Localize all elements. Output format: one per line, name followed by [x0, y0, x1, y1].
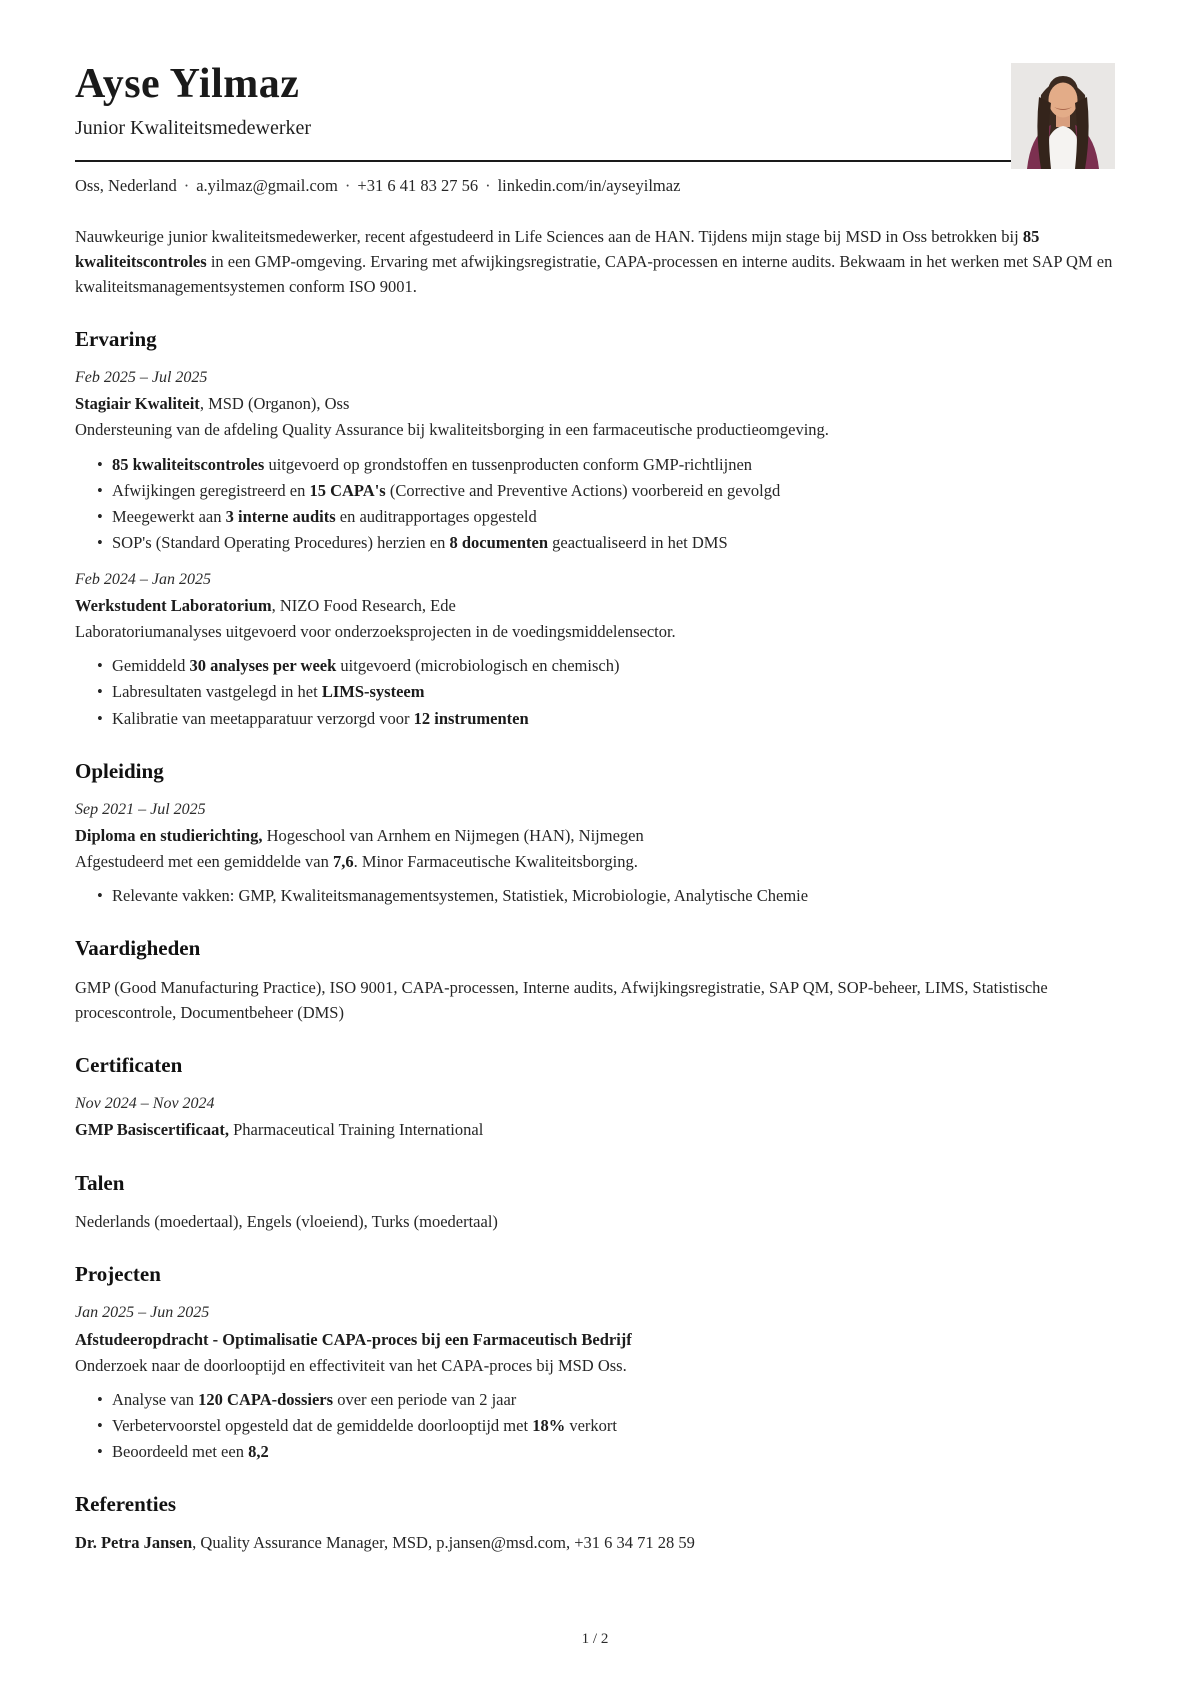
experience-entry — [75, 568, 1115, 731]
bullet-item: • SOP's (Standard Operating Procedures) herzien en 8 documenten geactualiseerd in het DMS — [97, 530, 1115, 555]
entry-dates: Nov 2024 – Nov 2024 — [75, 1095, 215, 1113]
contact-line — [75, 173, 1115, 198]
section-referenties — [75, 1491, 1115, 1555]
entry-dates: Sep 2021 – Jul 2025 — [75, 800, 206, 818]
bullet-item: • Analyse van 120 CAPA-dossiers over een periode van 2 jaar — [97, 1387, 1115, 1412]
section-heading-talen: Talen — [75, 1170, 125, 1195]
bullet-item: • Gemiddeld 30 analyses per week uitgevoerd (microbiologisch en chemisch) — [97, 653, 1115, 678]
bullet-item: • Labresultaten vastgelegd in het LIMS-systeem — [97, 679, 1115, 704]
entry-bullet-list — [75, 653, 1115, 730]
entry-bullet-list — [75, 1387, 1115, 1464]
contact-email[interactable]: a.yilmaz@gmail.com — [196, 176, 338, 196]
section-talen — [75, 1170, 1115, 1234]
profile-photo — [1011, 63, 1115, 169]
bullet-item: • Beoordeeld met een 8,2 — [97, 1439, 1115, 1464]
entry-description: Afgestudeerd met een gemiddelde van 7,6. Minor Farmaceutische Kwaliteitsborging. — [75, 852, 638, 872]
bullet-item: • Kalibratie van meetapparatuur verzorgd voor 12 instrumenten — [97, 706, 1115, 731]
candidate-job-title: Junior Kwaliteitsmedewerker — [75, 117, 312, 140]
languages-text: Nederlands (moedertaal), Engels (vloeiend), Turks (moedertaal) — [75, 1211, 498, 1231]
skills-text: GMP (Good Manufacturing Practice), ISO 9001, CAPA-processen, Interne audits, Afwijkingsregistratie, SAP QM, SOP-beheer, LIMS, Statistische procescontrole, Documentbeheer (DMS) — [75, 977, 1048, 1022]
entry-description: Laboratoriumanalyses uitgevoerd voor onderzoeksprojecten in de voedingsmiddelensector. — [75, 622, 676, 642]
section-heading-referenties: Referenties — [75, 1491, 177, 1516]
contact-location: Oss, Nederland — [75, 176, 177, 196]
contact-phone: +31 6 41 83 27 56 — [357, 176, 479, 196]
resume-header — [75, 62, 1115, 199]
entry-dates: Feb 2025 – Jul 2025 — [75, 369, 208, 387]
section-vaardigheden — [75, 935, 1115, 1024]
section-certificaten — [75, 1052, 1115, 1143]
experience-entry — [75, 366, 1115, 555]
section-heading-opleiding: Opleiding — [75, 758, 164, 783]
entry-dates: Feb 2024 – Jan 2025 — [75, 570, 211, 588]
entry-description: Onderzoek naar de doorlooptijd en effectiviteit van het CAPA-proces bij MSD Oss. — [75, 1355, 627, 1375]
section-heading-ervaring: Ervaring — [75, 326, 157, 351]
bullet-item: • Meegewerkt aan 3 interne audits en auditrapportages opgesteld — [97, 504, 1115, 529]
reference-text: Dr. Petra Jansen, Quality Assurance Manager, MSD, p.jansen@msd.com, +31 6 34 71 28 59 — [75, 1533, 695, 1553]
bullet-item: • Afwijkingen geregistreerd en 15 CAPA's (Corrective and Preventive Actions) voorbereid en gevolgd — [97, 478, 1115, 503]
entry-title: Afstudeeropdracht - Optimalisatie CAPA-proces bij een Farmaceutisch Bedrijf — [75, 1329, 632, 1349]
entry-title: GMP Basiscertificaat, Pharmaceutical Training International — [75, 1120, 484, 1140]
bullet-item: • Relevante vakken: GMP, Kwaliteitsmanagementsystemen, Statistiek, Microbiologie, Analytische Chemie — [97, 883, 1115, 908]
candidate-name: Ayse Yilmaz — [75, 61, 300, 107]
header-divider — [75, 160, 1115, 162]
entry-title: Stagiair Kwaliteit, MSD (Organon), Oss — [75, 394, 350, 414]
bullet-item: • 85 kwaliteitscontroles uitgevoerd op grondstoffen en tussenproducten conform GMP-richtlijnen — [97, 452, 1115, 477]
contact-separator: · — [344, 176, 351, 196]
contact-separator: · — [183, 176, 190, 196]
entry-dates: Jan 2025 – Jun 2025 — [75, 1304, 210, 1322]
entry-title: Werkstudent Laboratorium, NIZO Food Research, Ede — [75, 596, 456, 616]
section-ervaring — [75, 326, 1115, 731]
bullet-item: • Verbetervoorstel opgesteld dat de gemiddelde doorlooptijd met 18% verkort — [97, 1413, 1115, 1438]
education-entry — [75, 798, 1115, 909]
entry-bullet-list — [75, 883, 1115, 908]
section-projecten — [75, 1261, 1115, 1464]
contact-separator: · — [485, 176, 491, 196]
page-number: 1 / 2 — [581, 1631, 609, 1648]
entry-title: Diploma en studierichting, Hogeschool van Arnhem en Nijmegen (HAN), Nijmegen — [75, 826, 644, 846]
section-heading-vaardigheden: Vaardigheden — [75, 936, 201, 961]
section-heading-certificaten: Certificaten — [75, 1052, 183, 1077]
section-opleiding — [75, 758, 1115, 909]
certificate-entry — [75, 1092, 1115, 1142]
project-entry — [75, 1301, 1115, 1464]
profile-summary: Nauwkeurige junior kwaliteitsmedewerker, recent afgestudeerd in Life Sciences aan de HAN. Tijdens mijn stage bij MSD in Oss betrokken bij 85 kwaliteitscontroles in een GMP-omgeving. Ervaring met afwijkingsregistratie, CAPA-processen en interne audits. Bekwaam in het werken met SAP QM en kwaliteitsmanagementsystemen conform ISO 9001. — [75, 226, 1113, 296]
contact-linkedin[interactable]: linkedin.com/in/ayseyilmaz — [497, 176, 681, 196]
entry-bullet-list — [75, 452, 1115, 555]
section-heading-projecten: Projecten — [75, 1261, 161, 1286]
entry-description: Ondersteuning van de afdeling Quality Assurance bij kwaliteitsborging in een farmaceutische productieomgeving. — [75, 420, 829, 440]
